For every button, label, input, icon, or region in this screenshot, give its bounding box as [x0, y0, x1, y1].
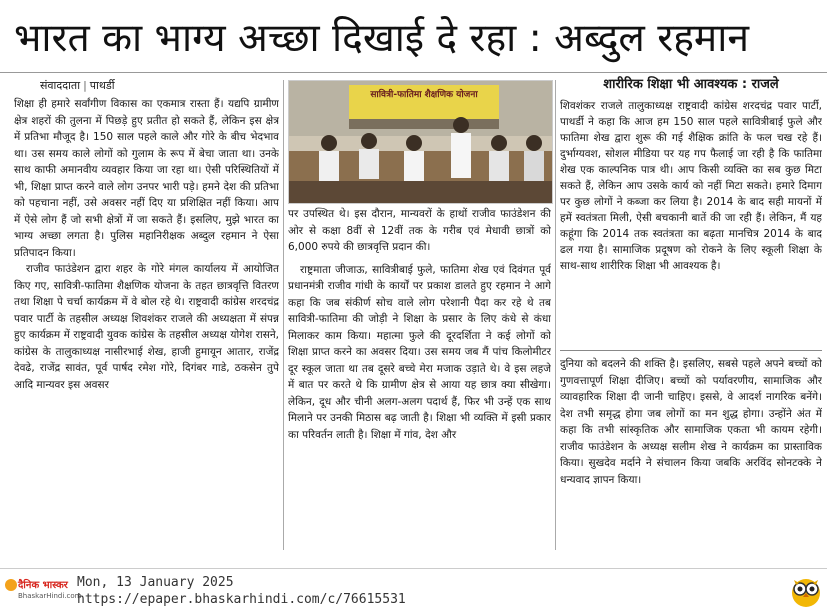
paragraph: शिक्षा ही हमारे सर्वांगीण विकास का एकमात्र रास्ता हैं। यद्यपि ग्रामीण क्षेत्र शहरों की तुलना में पिछड़े हुए प्रतीत हो सकते हैं, लेकिन इस क्षेत्र में प्रतिभा मौजूद है। 150 साल पहले काले और गोरे के बीच भेदभाव था। उस समय काले लोगों को गुलाम के रूप में बेचा जाता था। उनके साथ काफी अमानवीय व्यवहार किया जा रहा था। ऐसी परिस्थितियों में भी, शिक्षा प्राप्त करने वाले लोग उनपर भारी पड़े। हमने देश की प्रतिभा को पहचाना नहीं, उसे अवसर नहीं दिए या प्रशिक्षित नहीं किया। आप में ऐसे लोग हैं जो सभी क्षेत्रों में जा सकते हैं। इसलिए, मुझे भारत का भाग्य अच्छा लगता है। पुलिस महानिरीक्षक अब्दुल रहमान ने ऐसा प्रतिपादन किया। — [14, 98, 279, 259]
photo-banner-text: सावित्री-फातिमा शैक्षणिक योजना — [370, 90, 478, 100]
paragraph: दुनिया को बदलने की शक्ति है। इसलिए, सबसे पहले अपने बच्चों को गुणवत्तापूर्ण शिक्षा दीजिए। बच्चों को पर्यावरणीय, सामाजिक और व्यावहारिक शिक्षा दी जानी चाहिए। इससे, वे आदर्श नागरिक बनेंगे। देश तभी समृद्ध होगा जब लोगों का मन शुद्ध होगा। उन्होंने अंत में कहा कि तभी सांस्कृतिक और सामाजिक एकता भी कायम रहेगी। राजीव फाउंडेशन के अध्यक्ष सलीम शेख ने कार्यक्रम का प्रास्ताविक किया। सुखदेव मर्दाने ने संचालन किया जबकि अरविंद सोनटक्के ने धन्यवाद ज्ञापन किया। — [560, 358, 822, 486]
location: पाथर्डी — [89, 79, 115, 92]
footer-url[interactable]: https://epaper.bhaskarhindi.com/c/76615531 — [77, 592, 406, 607]
brand-logo — [4, 577, 82, 607]
brand-name: दैनिक भास्कर — [18, 580, 68, 591]
article-column-left — [14, 96, 279, 552]
column-divider — [283, 80, 284, 550]
footer — [0, 568, 827, 614]
reporter: संवाददाता — [40, 79, 81, 92]
sidebar-title: शारीरिक शिक्षा भी आवश्यक : राजले — [603, 77, 779, 92]
owl-mascot-icon — [790, 574, 822, 608]
article-column-middle — [288, 206, 551, 552]
brand-sub: BhaskarHindi.com — [18, 592, 82, 600]
sun-icon — [4, 578, 18, 592]
paragraph: राजीव फाउंडेशन द्वारा शहर के गोरे मंगल कार्यालय में आयोजित किए गए, सावित्री-फातिमा शैक्षणिक योजना के तहत छात्रवृत्ति वितरण तथा शिक्षा पे चर्चा कार्यक्रम में वे बोल रहे थे। राष्ट्रवादी कांग्रेस शरदचंद्र पवार पार्टी के तहसील अध्यक्ष शिवशंकर राजले की अध्यक्षता में संपन्न हुए कार्यक्रम में राष्ट्रवादी युवक कांग्रेस के तहसील अध्यक्ष योगेश रासने, कांग्रेस के तालुकाध्यक्ष नासीरभाई शेख, हाजी हुमायून आतार, राजेंद्र देवढे, राजेंद्र सावंत, पूर्व पार्षद रमेश गोरे, दिगंबर गाडे, ठकसेन तुपे आदि मान्यवर इस अवसर — [14, 263, 279, 391]
headline-divider — [0, 72, 827, 73]
sidebar-text: शिवशंकर राजले तालुकाध्यक्ष राष्ट्रवादी कांग्रेस शरदचंद्र पवार पार्टी, पाथर्डी ने कहा कि आज हम 150 साल पहले सावित्रीबाई फुले और फातिमा शेख द्वारा शुरू की गई शैक्षिक क्रांति के फल चख रहे हैं। दुर्भाग्यवश, सोशल मीडिया पर यह गप फैलाई जा रही है कि फातिमा शेख एक काल्पनिक पात्र थी। आप किसी व्यक्ति का सब कुछ मिटा सकते हैं, लेकिन आप उसके कार्य को नहीं मिटा सकते। हमारे दिमाग पर कुछ लोगों ने कब्जा कर लिया है। 2014 के बाद सही मायनों में हमें स्वतंत्रता मिली, ऐसी बचकानी बातें की जा रही हैं। लेकिन, मैं यह कहूंगा कि 2014 तक स्वतंत्रता का बढ़ता मानचित्र 2014 के बाद ढल गया है। सामाजिक प्रदूषण को रोकने के लिए स्कूली शिक्षा के साथ-साथ शारीरिक शिक्षा भी आवश्यक है। — [560, 100, 822, 272]
sidebar-divider — [560, 350, 822, 351]
paragraph: पर उपस्थित थे। इस दौरान, मान्यवरों के हाथों राजीव फाउंडेशन की ओर से कक्षा 8वीं से 12वीं तक के गरीब एवं मेधावी छात्रों को 6,000 रुपये की छात्रवृत्ति प्रदान की। — [288, 208, 551, 253]
paragraph: राष्ट्रमाता जीजाऊ, सावित्रीबाई फुले, फातिमा शेख एवं दिवंगत पूर्व प्रधानमंत्री राजीव गांधी के कार्यों पर प्रकाश डालते हुए रहमान ने आगे कहा कि जब संकीर्ण सोच वाले लोग परेशानी पैदा कर रहे थे तब सावित्री-फातिमा की जोड़ी ने शिक्षा के प्रसार के लिए कंधे से कंधा मिलाकर काम किया। महात्मा फुले की दूरदर्शिता ने कई लोगों को शिक्षा प्राप्त करने का अवसर दिया। उस समय जब मैं पांच किलोमीटर दूर स्कूल जाता था तब दूसरे बच्चे मेरा मजाक उड़ाते थे। वे इस लहजे में बात पर करते थे कि ग्रामीण क्षेत्र से आया यह छात्र क्या सीखेगा। लेकिन, दूध और चीनी अलग-अलग पदार्थ हैं, फिर भी उन्हें एक साथ मिलाने पर उनकी मिठास बढ़ जाती है। शिक्षा भी व्यक्ति में इसी प्रकार का परिवर्तन लाती है। शिक्षा में गांव, देश और — [288, 263, 551, 441]
footer-date: Mon, 13 January 2025 — [77, 575, 234, 590]
byline — [40, 78, 115, 94]
article-column-right — [560, 356, 822, 552]
byline-separator: | — [83, 79, 87, 92]
event-photo — [288, 80, 553, 204]
sidebar-box — [560, 98, 822, 344]
column-divider — [555, 80, 556, 550]
headline: भारत का भाग्य अच्छा दिखाई दे रहा : अब्दुल रहमान — [14, 16, 749, 61]
